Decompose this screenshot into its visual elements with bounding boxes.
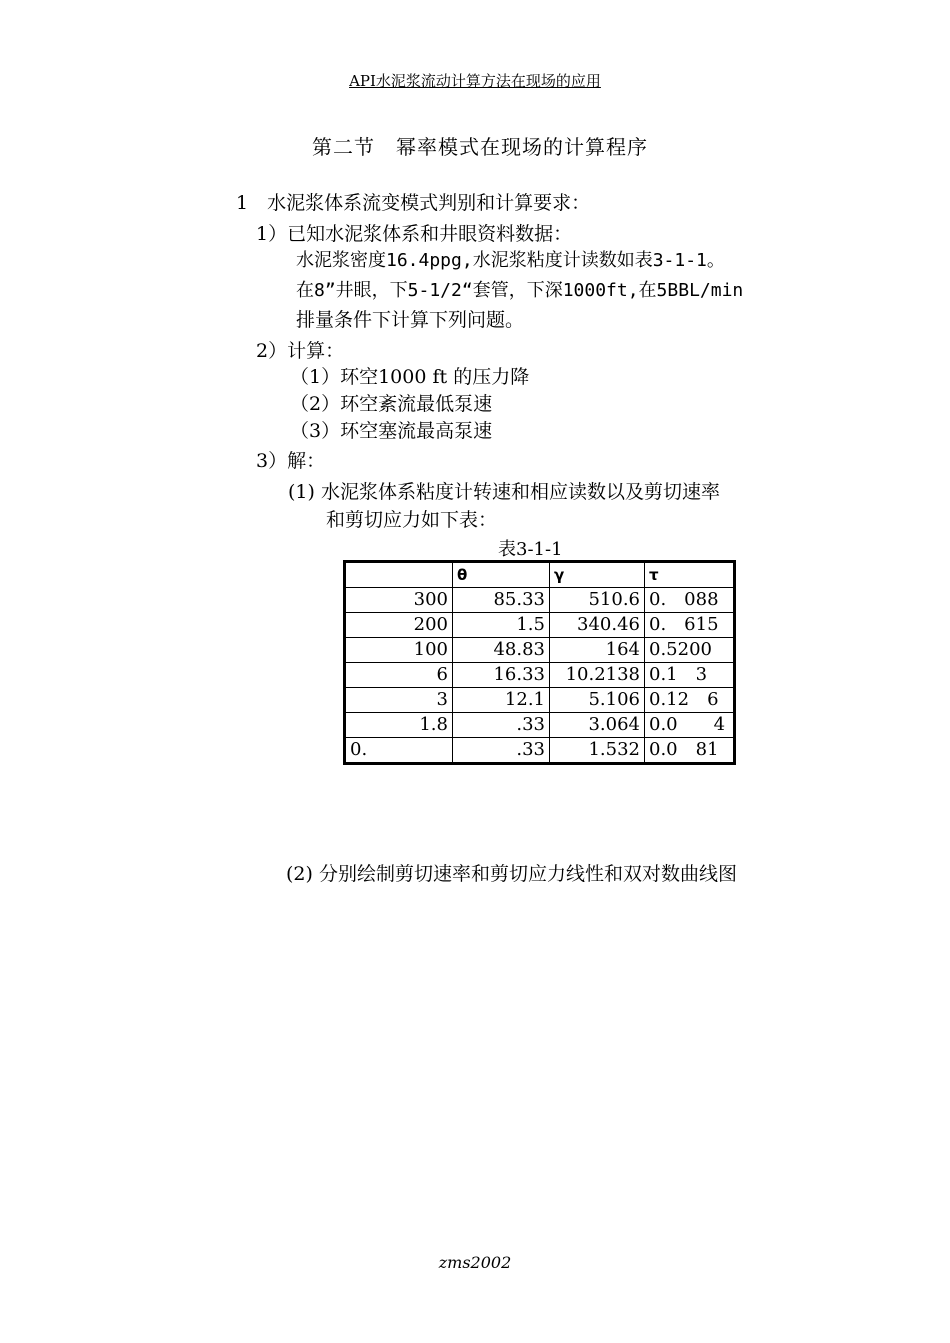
conditions-line: 排量条件下计算下列问题。: [296, 309, 525, 331]
wellbore-line: 在8”井眼，下5-1/2“套管，下深1000ft,在5BBL/min: [296, 280, 744, 301]
calc-item-2: （2）环空紊流最低泵速: [290, 393, 493, 415]
table-row: [345, 688, 735, 713]
page-header: API水泥浆流动计算方法在现场的应用: [349, 72, 601, 90]
table-cell: 1.8: [345, 713, 453, 738]
solution-step-1-cont: 和剪切应力如下表：: [326, 509, 498, 531]
item-2-heading: 2）计算：: [256, 340, 345, 362]
table-cell: 0.0 4: [645, 713, 735, 738]
table-cell: 300: [345, 588, 453, 613]
header-cell: τ: [645, 562, 735, 588]
table-cell: 6: [345, 663, 453, 688]
table-cell: 340.46: [550, 613, 645, 638]
table-cell: .33: [453, 713, 550, 738]
table-cell: 48.83: [453, 638, 550, 663]
table-cell: 10.2138: [550, 663, 645, 688]
solution-step-2: (2) 分别绘制剪切速率和剪切应力线性和双对数曲线图: [286, 863, 737, 885]
table-caption: 表3-1-1: [498, 539, 563, 560]
table-cell: 200: [345, 613, 453, 638]
header-cell: θ: [453, 562, 550, 588]
table-cell: 164: [550, 638, 645, 663]
table-row: [345, 663, 735, 688]
table-cell: 0.: [345, 738, 453, 764]
table-row: [345, 588, 735, 613]
table-cell: 0.1 3: [645, 663, 735, 688]
table-cell: 85.33: [453, 588, 550, 613]
table-row: [345, 738, 735, 764]
table-header-row: [345, 562, 735, 588]
table-cell: 16.33: [453, 663, 550, 688]
table-cell: 0. 615: [645, 613, 735, 638]
item-1-1-heading: 1）已知水泥浆体系和井眼资料数据：: [256, 223, 573, 245]
solution-step-1: (1) 水泥浆体系粘度计转速和相应读数以及剪切速率: [288, 481, 720, 503]
item-3-heading: 3）解：: [256, 450, 326, 472]
table-cell: 100: [345, 638, 453, 663]
table-cell: 5.106: [550, 688, 645, 713]
calc-item-1: （1）环空1000 ft 的压力降: [290, 366, 530, 388]
table-cell: 1.532: [550, 738, 645, 764]
data-table: [343, 560, 736, 765]
table-cell: 12.1: [453, 688, 550, 713]
table-cell: 0. 088: [645, 588, 735, 613]
table-cell: 3.064: [550, 713, 645, 738]
table-row: [345, 638, 735, 663]
table-cell: 3: [345, 688, 453, 713]
calc-item-3: （3）环空塞流最高泵速: [290, 420, 493, 442]
table-cell: 0.12 6: [645, 688, 735, 713]
item-1-heading: 1 水泥浆体系流变模式判别和计算要求：: [236, 192, 591, 214]
table-row: [345, 613, 735, 638]
table-row: [345, 713, 735, 738]
table-cell: 1.5: [453, 613, 550, 638]
slurry-density-line: 水泥浆密度16.4ppg,水泥浆粘度计读数如表3-1-1。: [296, 250, 725, 271]
table-cell: 510.6: [550, 588, 645, 613]
section-title: 第二节 幂率模式在现场的计算程序: [312, 135, 648, 159]
table-cell: .33: [453, 738, 550, 764]
page-footer: zms2002: [438, 1253, 512, 1272]
header-cell: γ: [550, 562, 645, 588]
header-cell: [345, 562, 453, 588]
table-cell: 0.5200: [645, 638, 735, 663]
table-cell: 0.0 81: [645, 738, 735, 764]
